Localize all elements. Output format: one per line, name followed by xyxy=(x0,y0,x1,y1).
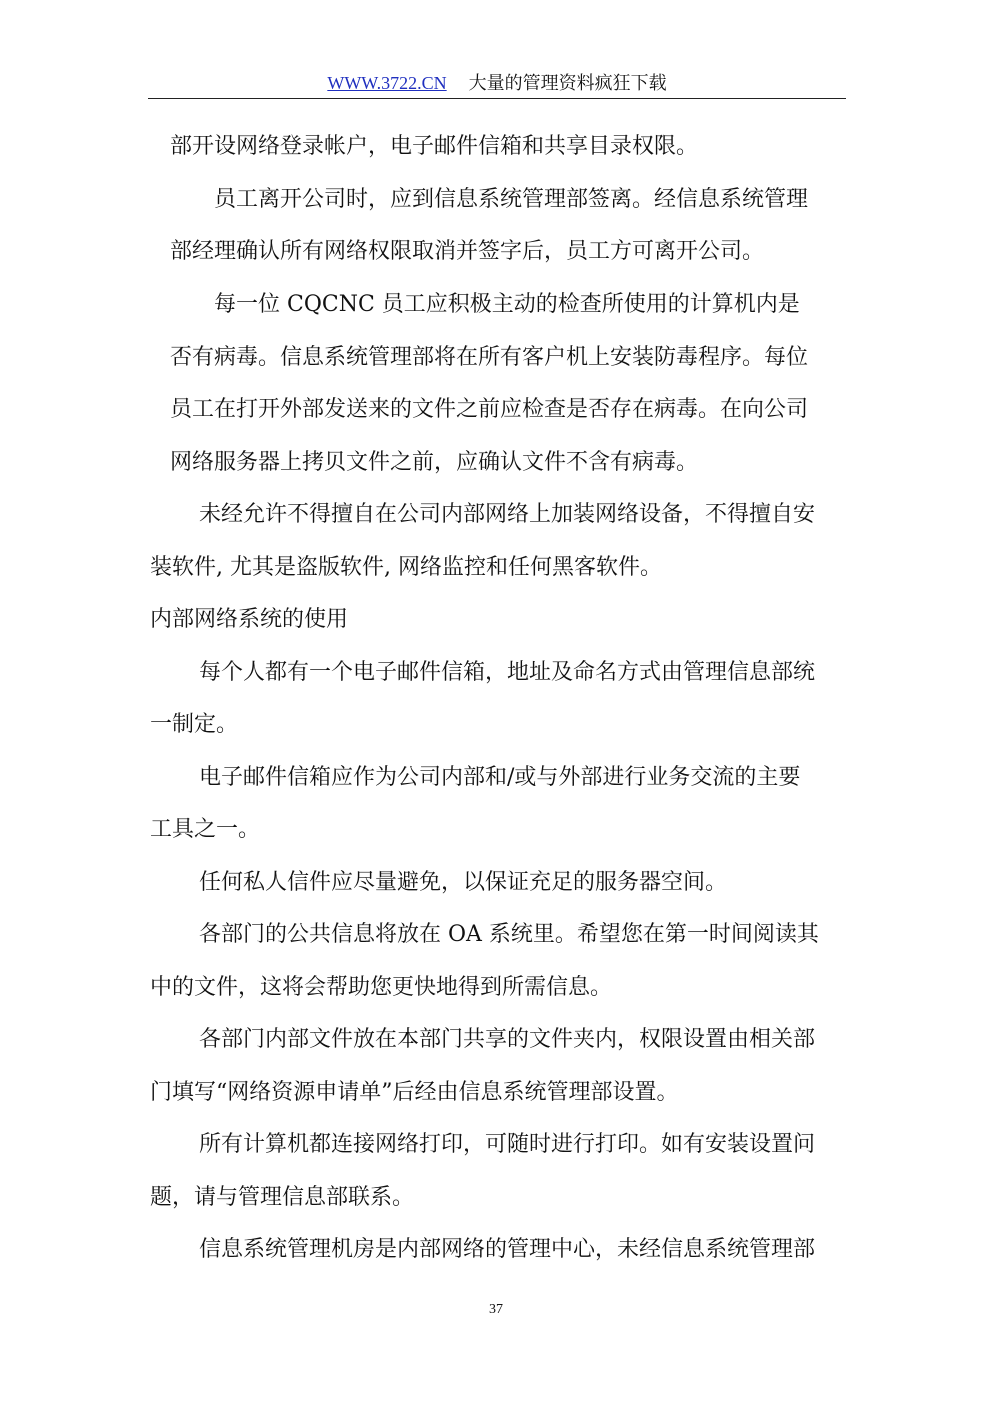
body-line-15: 任何私人信件应尽量避免，以保证充足的服务器空间。 xyxy=(199,870,728,895)
body-line-13: 电子邮件信箱应作为公司内部和/或与外部进行业务交流的主要 xyxy=(199,765,801,790)
page-number: 37 xyxy=(489,1302,503,1317)
body-line-17: 中的文件，这将会帮助您更快地得到所需信息。 xyxy=(150,975,613,1000)
section-heading: 内部网络系统的使用 xyxy=(150,607,349,632)
body-line-12: 一制定。 xyxy=(150,712,239,737)
page-header xyxy=(148,70,846,96)
body-line-4: 每一位 CQCNC 员工应积极主动的检查所使用的计算机内是 xyxy=(214,292,800,317)
header-divider xyxy=(148,98,846,99)
body-line-18: 各部门内部文件放在本部门共享的文件夹内，权限设置由相关部 xyxy=(199,1027,816,1052)
body-line-2: 员工离开公司时，应到信息系统管理部签离。经信息系统管理 xyxy=(214,187,809,212)
body-line-5: 否有病毒。信息系统管理部将在所有客户机上安装防毒程序。每位 xyxy=(170,345,809,370)
body-line-21: 题，请与管理信息部联系。 xyxy=(150,1185,415,1210)
header-tagline: 大量的管理资料疯狂下载 xyxy=(468,73,667,94)
body-line-14: 工具之一。 xyxy=(150,817,261,842)
body-line-16: 各部门的公共信息将放在 OA 系统里。希望您在第一时间阅读其 xyxy=(199,922,819,947)
body-line-8: 未经允许不得擅自在公司内部网络上加装网络设备，不得擅自安 xyxy=(199,502,816,527)
body-line-19: 门填写“网络资源申请单”后经由信息系统管理部设置。 xyxy=(150,1080,679,1105)
body-line-1: 部开设网络登录帐户，电子邮件信箱和共享目录权限。 xyxy=(170,134,699,159)
body-line-7: 网络服务器上拷贝文件之前，应确认文件不含有病毒。 xyxy=(170,450,699,475)
body-line-11: 每个人都有一个电子邮件信箱，地址及命名方式由管理信息部统 xyxy=(199,660,816,685)
body-line-6: 员工在打开外部发送来的文件之前应检查是否存在病毒。在向公司 xyxy=(170,397,809,422)
header-site-link[interactable]: WWW.3722.CN xyxy=(327,73,447,93)
body-line-22: 信息系统管理机房是内部网络的管理中心，未经信息系统管理部 xyxy=(199,1237,816,1262)
body-line-3: 部经理确认所有网络权限取消并签字后，员工方可离开公司。 xyxy=(170,239,765,264)
body-line-9: 装软件, 尤其是盗版软件, 网络监控和任何黑客软件。 xyxy=(150,555,662,580)
body-line-20: 所有计算机都连接网络打印，可随时进行打印。如有安装设置问 xyxy=(199,1132,816,1157)
